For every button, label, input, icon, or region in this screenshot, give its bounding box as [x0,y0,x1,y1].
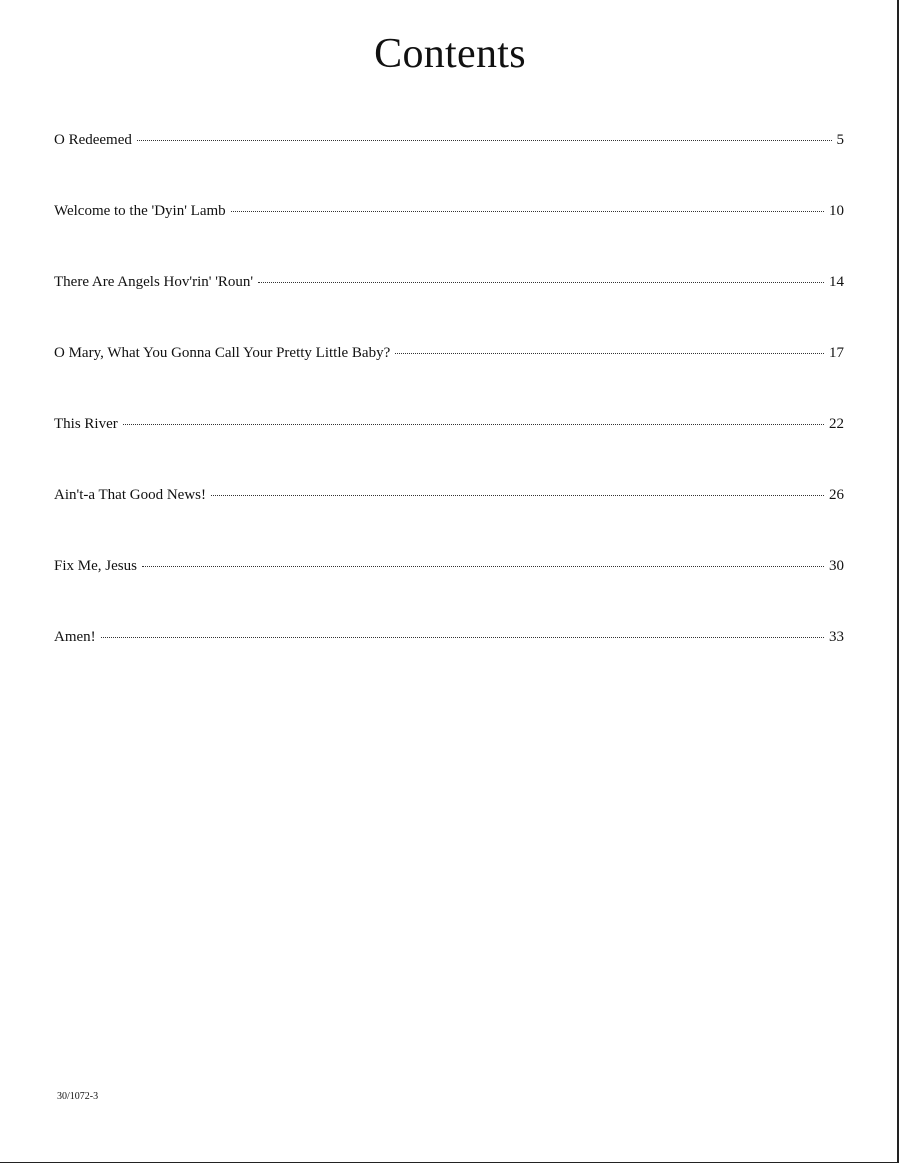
toc-entry-page: 30 [829,558,844,574]
dot-leader [142,566,824,567]
dot-leader [101,637,824,638]
toc-entry-page: 5 [836,132,844,148]
toc-entry-page: 22 [829,416,844,432]
toc-entry-page: 10 [829,203,844,219]
toc-entry-title: There Are Angels Hov'rin' 'Roun' [54,274,254,290]
toc-entry[interactable] [54,132,844,203]
toc-entry[interactable] [54,416,844,487]
dot-leader [395,353,824,354]
toc-entry-page: 17 [829,345,844,361]
toc-entry[interactable] [54,629,844,700]
toc-entry-title: Fix Me, Jesus [54,558,137,574]
toc-entry-page: 33 [829,629,844,645]
toc-entry[interactable] [54,274,844,345]
toc-entry[interactable] [54,345,844,416]
dot-leader [123,424,824,425]
toc-entry[interactable] [54,487,844,558]
toc-entry-title: This River [54,416,118,432]
dot-leader [137,140,832,141]
page-title: Contents [374,31,526,77]
toc-entry[interactable] [54,558,844,629]
toc-entry[interactable] [54,203,844,274]
table-of-contents [54,132,844,700]
toc-entry-title: Ain't-a That Good News! [54,487,206,503]
toc-entry-title: O Redeemed [54,132,132,148]
toc-entry-page: 26 [829,487,844,503]
toc-entry-title: Welcome to the 'Dyin' Lamb [54,203,226,219]
catalog-number: 30/1072-3 [57,1091,99,1102]
toc-entry-title: O Mary, What You Gonna Call Your Pretty Little Baby? [54,345,391,361]
dot-leader [258,282,824,283]
toc-entry-title: Amen! [54,629,96,645]
dot-leader [231,211,824,212]
toc-entry-page: 14 [829,274,844,290]
dot-leader [211,495,824,496]
